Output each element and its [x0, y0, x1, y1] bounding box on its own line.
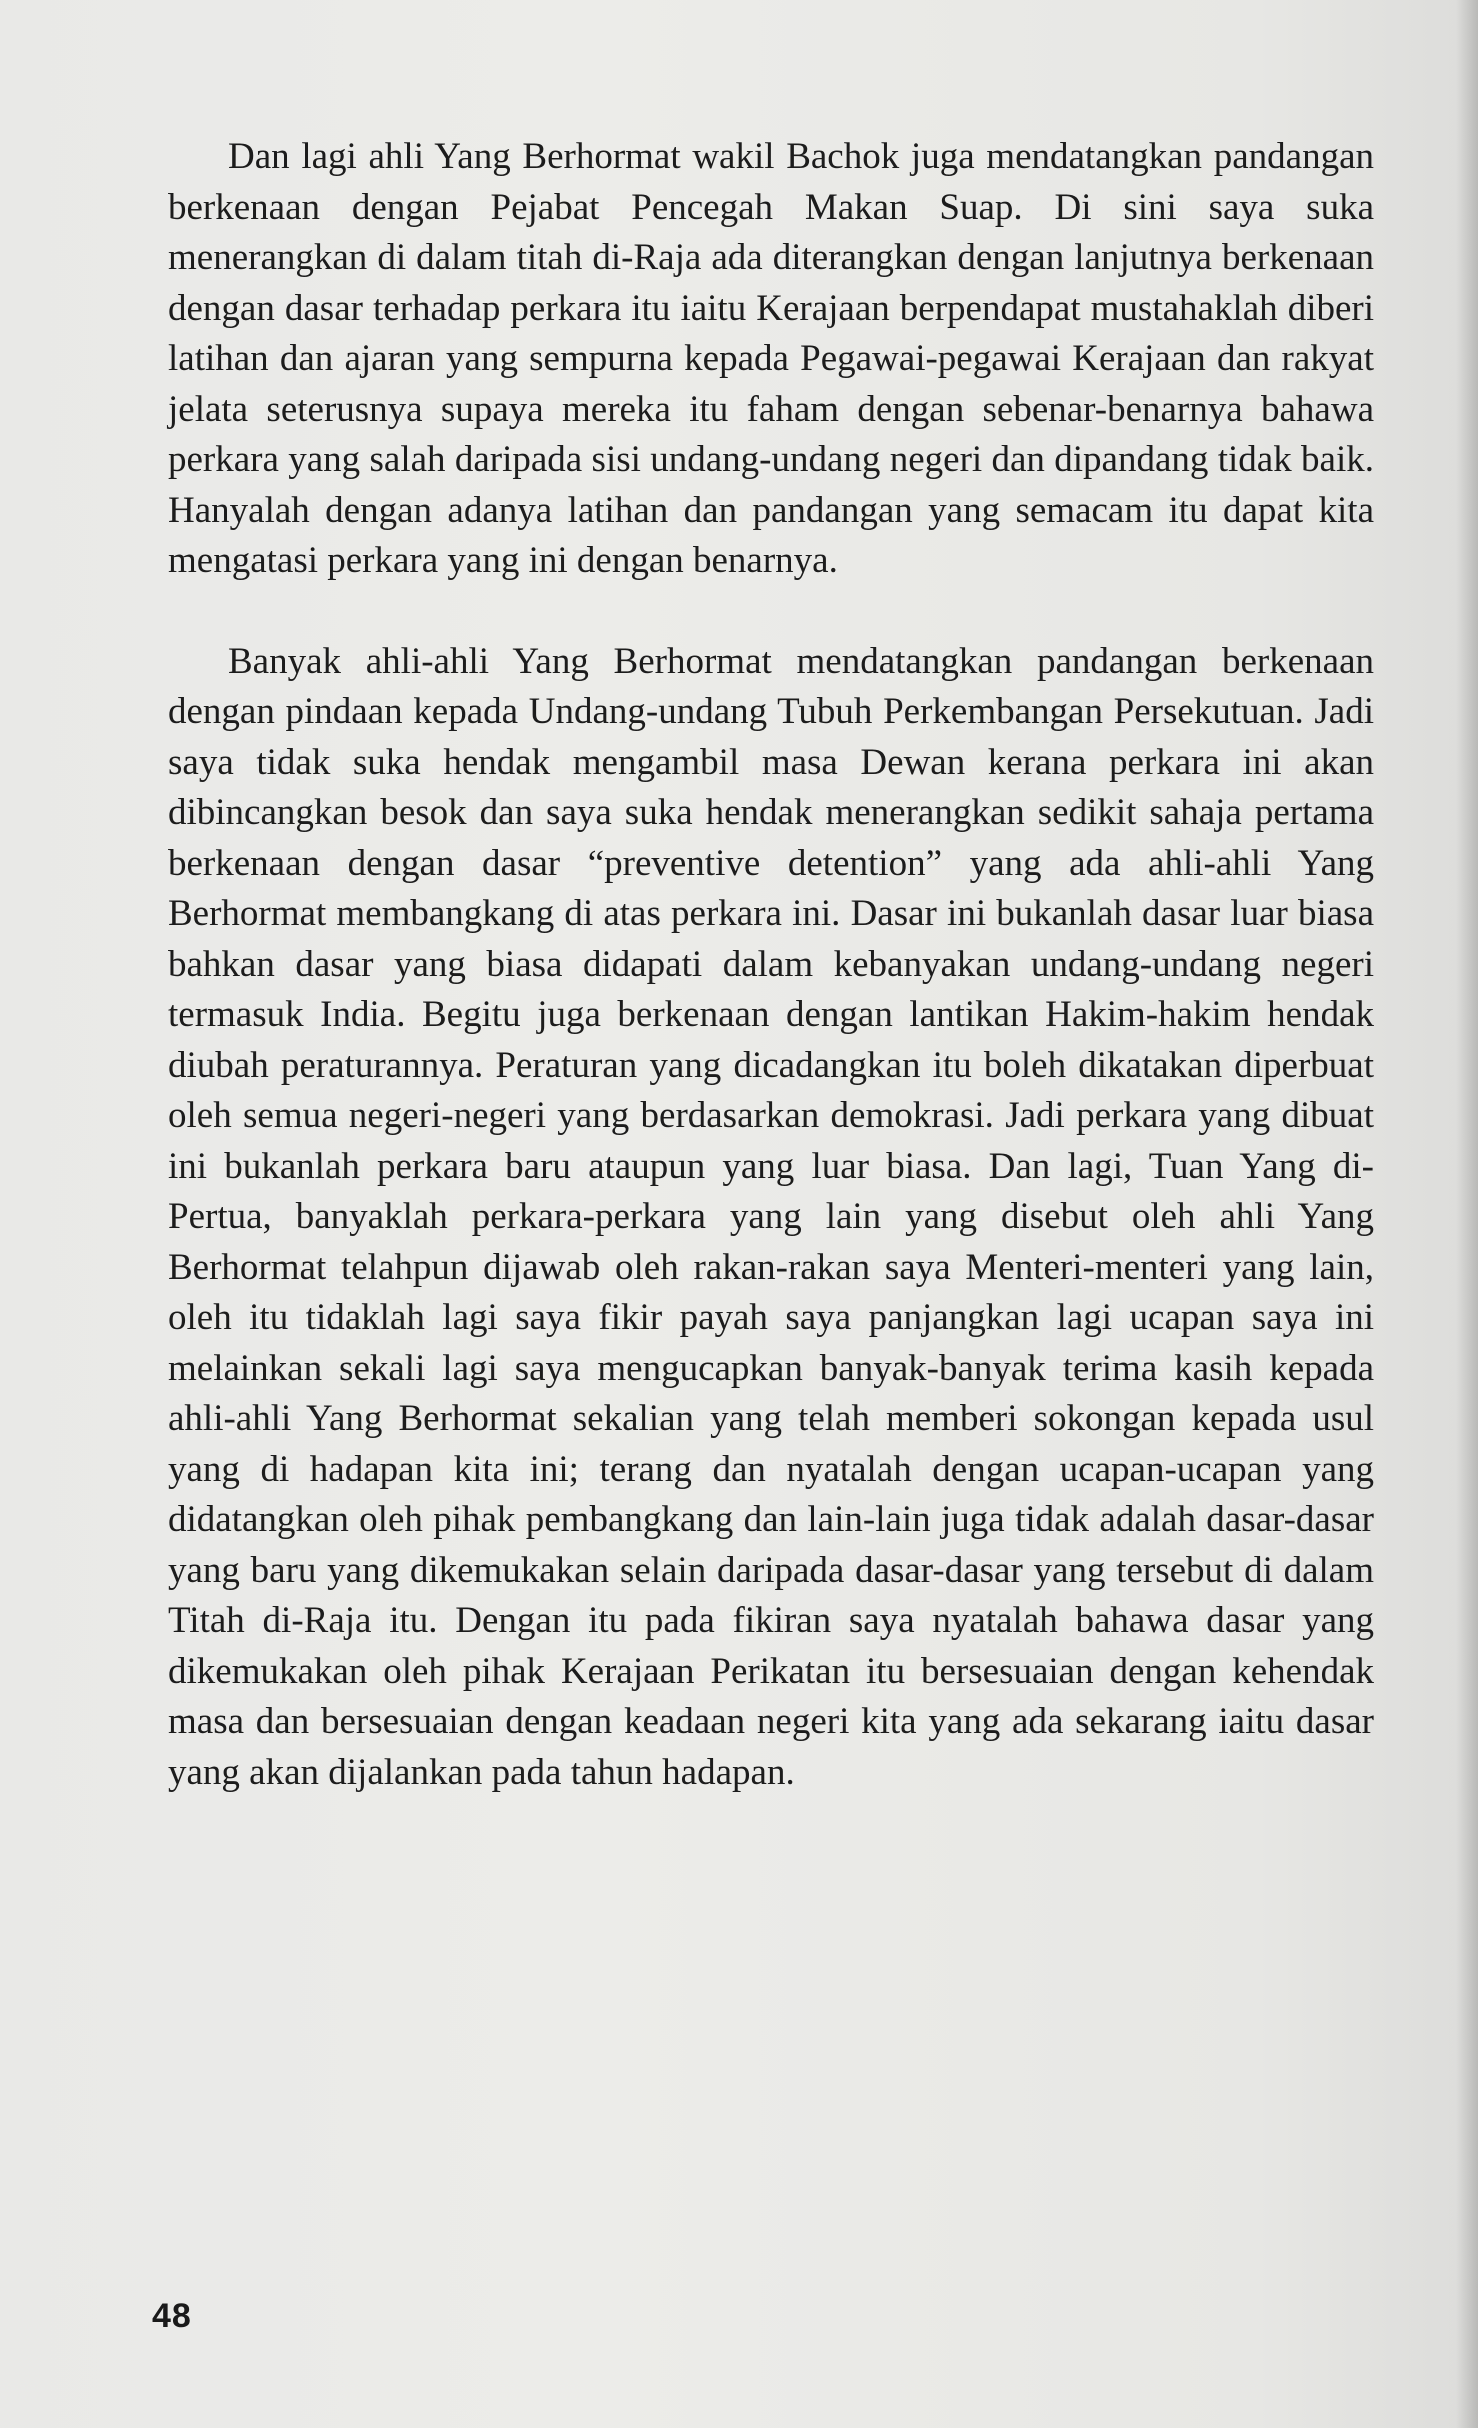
paragraph-2: Banyak ahli-ahli Yang Berhormat mendatangkan pandangan berkenaan dengan pindaan kepada Undang-undang Tubuh Perkembangan Persekutuan. Jadi saya tidak suka hendak mengambil masa Dewan kerana perkara ini akan dibincangkan besok dan saya suka hendak menerangkan sedikit sahaja pertama berkenaan dengan dasar “preventive detention” yang ada ahli-ahli Yang Berhormat membangkang di atas perkara ini. Dasar ini bukanlah dasar luar biasa bahkan dasar yang biasa didapati dalam kebanyakan undang-undang negeri termasuk India. Begitu juga berkenaan dengan lantikan Hakim-hakim hendak diubah peraturannya. Peraturan yang dicadangkan itu boleh dikatakan diperbuat oleh semua negeri-negeri yang berdasarkan demokrasi. Jadi perkara yang dibuat ini bukanlah perkara baru ataupun yang luar biasa. Dan lagi, Tuan Yang di-Pertua, banyaklah perkara-perkara yang lain yang disebut oleh ahli Yang Berhormat telahpun dijawab oleh rakan-rakan saya Menteri-menteri yang lain, oleh itu tidaklah lagi saya fikir payah saya panjangkan lagi ucapan saya ini melainkan sekali lagi saya mengucapkan banyak-banyak terima kasih kepada ahli-ahli Yang Berhormat sekalian yang telah memberi sokongan kepada usul yang di hadapan kita ini; terang dan nyatalah dengan ucapan-ucapan yang didatangkan oleh pihak pembangkang dan lain-lain juga tidak adalah dasar-dasar yang baru yang dikemukakan selain daripada dasar-dasar yang tersebut di dalam Titah di-Raja itu. Dengan itu pada fikiran saya nyatalah bahawa dasar yang dikemukakan oleh pihak Kerajaan Perikatan itu bersesuaian dengan kehendak masa dan bersesuaian dengan keadaan negeri kita yang ada sekarang iaitu dasar yang akan dijalankan pada tahun hadapan.	[168, 640, 1374, 1793]
paragraph-1: Dan lagi ahli Yang Berhormat wakil Bachok juga mendatangkan pandangan berkenaan dengan Pejabat Pencegah Makan Suap. Di sini saya suka menerangkan di dalam titah di-Raja ada diterangkan dengan lanjutnya berkenaan dengan dasar terhadap perkara itu iaitu Kerajaan berpendapat mustahaklah diberi latihan dan ajaran yang sempurna kepada Pegawai-pegawai Kerajaan dan rakyat jelata seterusnya supaya mereka itu faham dengan sebenar-benarnya bahawa perkara yang salah daripada sisi undang-undang negeri dan dipandang tidak baik. Hanyalah dengan adanya latihan dan pandangan yang semacam itu dapat kita mengatasi perkara yang ini dengan benarnya.	[168, 136, 1374, 581]
page-number: 48	[152, 2297, 192, 2335]
page-edge-shadow	[1456, 0, 1478, 2428]
body-text	[168, 132, 1374, 1798]
